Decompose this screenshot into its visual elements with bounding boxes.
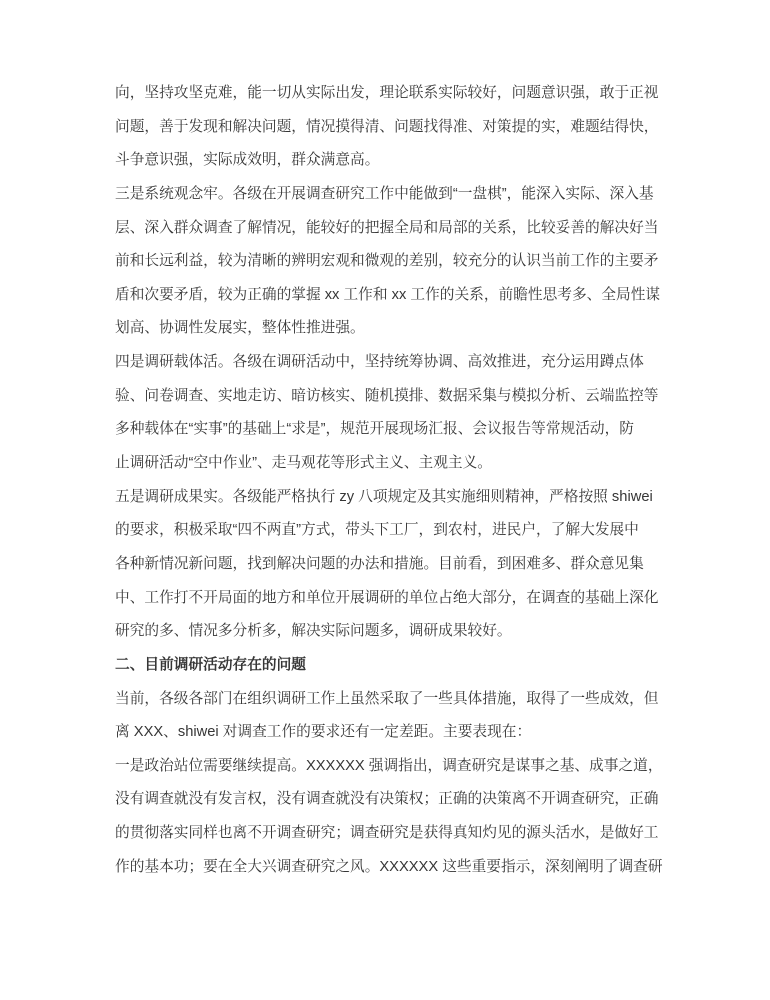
text-line: 问题，善于发现和解决问题，情况摸得清、问题找得准、对策提的实，难题结得快， bbox=[115, 118, 659, 135]
text-line: 没有调查就没有发言权，没有调查就没有决策权；正确的决策离不开调查研究，正确 bbox=[115, 791, 659, 808]
text-line: 的要求，积极采取“四不两直”方式，带头下工厂，到农村，进民户，了解大发展中 bbox=[115, 522, 639, 539]
text-line: 盾和次要矛盾，较为正确的掌握 xx 工作和 xx 工作的关系，前瞻性思考多、全局性谋 bbox=[115, 286, 661, 303]
paragraph-achievements-continued bbox=[115, 77, 663, 178]
text-line: 验、问卷调查、实地走访、暗访核实、随机摸排、数据采集与模拟分析、云端监控等 bbox=[115, 387, 659, 404]
text-line: 中、工作打不开局面的地方和单位开展调研的单位占绝大部分，在调查的基础上深化 bbox=[115, 589, 659, 606]
text-line: 一是政治站位需要继续提高。XXXXXX 强调指出，调查研究是谋事之基、成事之道， bbox=[115, 757, 663, 774]
document-text-block bbox=[115, 77, 663, 884]
text-line: 多种载体在“实事”的基础上“求是”，规范开展现场汇报、会议报告等常规活动，防 bbox=[115, 421, 634, 438]
text-line: 层、深入群众调查了解情况，能较好的把握全局和局部的关系，比较妥善的解决好当 bbox=[115, 219, 659, 236]
text-line: 止调研活动“空中作业”、走马观花等形式主义、主观主义。 bbox=[115, 455, 492, 472]
text-line: 向，坚持攻坚克难，能一切从实际出发，理论联系实际较好，问题意识强，敢于正视 bbox=[115, 85, 659, 101]
paragraph-point-four-research-carriers bbox=[115, 346, 663, 481]
text-line: 的贯彻落实同样也离不开调查研究；调查研究是获得真知灼见的源头活水，是做好工 bbox=[115, 825, 659, 842]
text-line: 离 XXX、shiwei 对调查工作的要求还有一定差距。主要表现在： bbox=[115, 724, 532, 741]
text-line: 三是系统观念牢。各级在开展调查研究工作中能做到“一盘棋”，能深入实际、深入基 bbox=[115, 185, 654, 202]
paragraph-point-three-system-concept bbox=[115, 178, 663, 346]
text-line: 前和长远利益，较为清晰的辨明宏观和微观的差别，较充分的认识当前工作的主要矛 bbox=[115, 253, 659, 270]
text-line: 研究的多、情况多分析多，解决实际问题多，调研成果较好。 bbox=[115, 623, 512, 640]
section-heading-text: 二、目前调研活动存在的问题 bbox=[115, 656, 306, 673]
paragraph-point-five-research-results bbox=[115, 481, 663, 649]
text-line: 五是调研成果实。各级能严格执行 zy 八项规定及其实施细则精神，严格按照 shiwei bbox=[115, 488, 653, 505]
text-line: 当前，各级各部门在组织调研工作上虽然采取了一些具体措施，取得了一些成效，但 bbox=[115, 690, 659, 707]
text-line: 各种新情况新问题，找到解决问题的办法和措施。目前看，到困难多、群众意见集 bbox=[115, 555, 644, 572]
text-line: 划高、协调性发展实，整体性推进强。 bbox=[115, 320, 365, 337]
paragraph-problems-intro bbox=[115, 683, 663, 750]
text-line: 四是调研载体活。各级在调研活动中，坚持统筹协调、高效推进，充分运用蹲点体 bbox=[115, 354, 644, 371]
text-line: 作的基本功；要在全大兴调查研究之风。XXXXXX 这些重要指示，深刻阐明了调查研 bbox=[115, 858, 663, 875]
paragraph-problem-one-political-stance bbox=[115, 750, 663, 885]
section-heading-problems bbox=[115, 649, 663, 683]
text-line: 斗争意识强，实际成效明，群众满意高。 bbox=[115, 152, 380, 169]
